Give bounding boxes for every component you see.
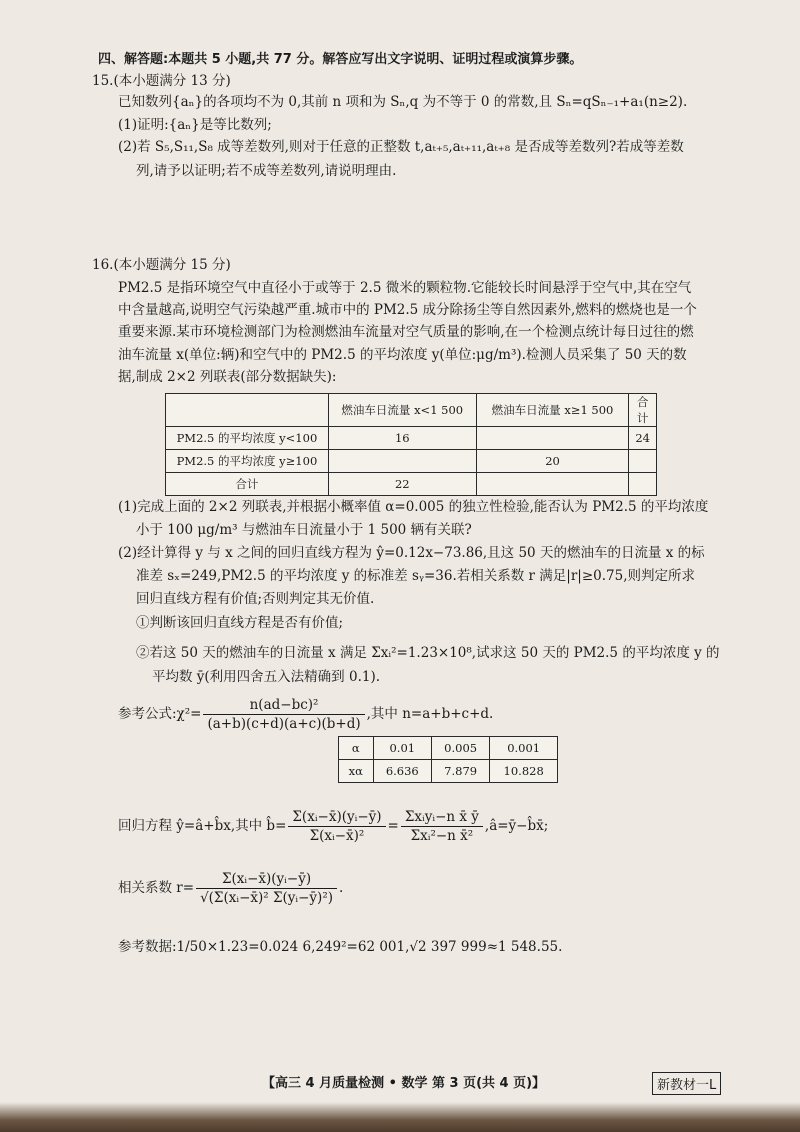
table-cell <box>166 394 329 427</box>
fraction <box>203 696 364 733</box>
table-cell: 燃油车日流量 x<1 500 <box>328 394 476 427</box>
denominator: Σxᵢ²−n x̄² <box>410 828 474 844</box>
q16-para-line: PM2.5 是指环境空气中直径小于或等于 2.5 微米的颗粒物.它能较长时间悬浮于空气中,其在空气 <box>118 280 692 296</box>
formula-label: 相关系数 r= <box>118 880 195 896</box>
table-cell: 20 <box>476 450 629 473</box>
regression-formula <box>118 808 548 845</box>
q15-part2-line2: 列,请予以证明;若不成等差数列,请说明理由. <box>136 163 397 179</box>
numerator: Σ(xᵢ−x̄)(yᵢ−ȳ) <box>288 808 385 827</box>
q15-part2-line1: (2)若 S₅,S₁₁,S₈ 成等差数列,则对于任意的正整数 t,aₜ₊₅,aₜ₊₁₁,aₜ₊₈ 是否成等差数列?若成等差数 <box>118 139 684 155</box>
table-cell <box>629 473 657 496</box>
q15-part1: (1)证明:{aₙ}是等比数列; <box>118 117 272 133</box>
fraction <box>288 808 385 845</box>
q16-part1-line2: 小于 100 μg/m³ 与燃油车日流量小于 1 500 辆有关联? <box>136 522 472 538</box>
correlation-formula <box>118 870 343 907</box>
table-row <box>166 450 657 473</box>
q15-header: 15.(本小题满分 13 分) <box>92 73 231 89</box>
q16-para-line: 油车流量 x(单位:辆)和空气中的 PM2.5 的平均浓度 y(单位:μg/m³).检测人员采集了 50 天的数 <box>118 347 687 363</box>
q16-part2-line2: 准差 sₓ=249,PM2.5 的平均浓度 y 的标准差 sᵧ=36.若相关系数 r 满足|r|≥0.75,则判定所求 <box>136 568 696 584</box>
table-cell: 7.879 <box>431 760 489 783</box>
table-cell: 24 <box>629 427 657 450</box>
critical-value-table <box>338 736 558 783</box>
q16-para-line: 中含量越高,说明空气污染越严重.城市中的 PM2.5 成分除扬尘等自然因素外,燃料的燃烧也是一个 <box>118 302 697 318</box>
q16-header: 16.(本小题满分 15 分) <box>92 257 231 273</box>
q16-para-line: 重要来源.某市环境检测部门为检测燃油车流量对空气质量的影响,在一个检测点统计每日过往的燃 <box>118 324 694 340</box>
table-row <box>339 760 558 783</box>
edition-badge: 新教材一L <box>652 1072 721 1095</box>
fraction <box>401 808 483 845</box>
chi-square-formula <box>118 696 493 733</box>
q16-part2-line3: 回归直线方程有价值;否则判定其无价值. <box>136 591 375 607</box>
table-row <box>339 737 558 760</box>
denominator: Σ(xᵢ−x̄)² <box>309 828 365 844</box>
equals-sign: = <box>387 818 399 834</box>
reference-data: 参考数据:1/50×1.23=0.024 6,249²=62 001,√2 397 999≈1 548.55. <box>118 939 563 955</box>
page-edge-shadow <box>0 1102 800 1132</box>
formula-tail: ,其中 n=a+b+c+d. <box>366 706 494 722</box>
page-footer: 【高三 4 月质量检测 • 数学 第 3 页(共 4 页)】 <box>262 1076 546 1091</box>
table-cell: 合计 <box>629 394 657 427</box>
table-cell <box>629 450 657 473</box>
numerator: Σ(xᵢ−x̄)(yᵢ−ȳ) <box>196 870 337 889</box>
table-cell: 22 <box>328 473 476 496</box>
denominator: (a+b)(c+d)(a+c)(b+d) <box>207 716 361 732</box>
table-cell: xα <box>339 760 374 783</box>
table-cell <box>476 473 629 496</box>
table-cell: α <box>339 737 374 760</box>
q16-sub2-line1: ②若这 50 天的燃油车的日流量 x 满足 Σxᵢ²=1.23×10⁸,试求这 50 天的 PM2.5 的平均浓度 y 的 <box>136 645 720 661</box>
q16-sub2-line2: 平均数 ȳ(利用四舍五入法精确到 0.1). <box>152 669 381 685</box>
numerator: n(ad−bc)² <box>203 696 364 715</box>
numerator: Σxᵢyᵢ−n x̄ ȳ <box>401 808 483 827</box>
table-cell: 6.636 <box>373 760 431 783</box>
q16-para-line: 据,制成 2×2 列联表(部分数据缺失): <box>118 369 337 385</box>
table-cell: 合计 <box>166 473 329 496</box>
formula-tail: . <box>339 880 344 896</box>
table-cell: 燃油车日流量 x≥1 500 <box>476 394 629 427</box>
formula-label: 参考公式:χ²= <box>118 706 202 722</box>
table-cell: 16 <box>328 427 476 450</box>
table-cell: PM2.5 的平均浓度 y<100 <box>166 427 329 450</box>
denominator: √(Σ(xᵢ−x̄)² Σ(yᵢ−ȳ)²) <box>200 890 334 906</box>
q16-sub1: ①判断该回归直线方程是否有价值; <box>136 615 344 631</box>
table-cell: 0.001 <box>490 737 558 760</box>
table-cell: 0.005 <box>431 737 489 760</box>
fraction <box>196 870 337 907</box>
table-cell <box>476 427 629 450</box>
table-row <box>166 473 657 496</box>
table-cell: PM2.5 的平均浓度 y≥100 <box>166 450 329 473</box>
table-cell: 0.01 <box>373 737 431 760</box>
contingency-table <box>165 393 657 496</box>
table-row <box>166 427 657 450</box>
formula-label: 回归方程 ŷ=â+b̂x,其中 b̂= <box>118 818 287 834</box>
section-heading: 四、解答题:本题共 5 小题,共 77 分。解答应写出文字说明、证明过程或演算步骤。 <box>98 52 583 67</box>
table-row <box>166 394 657 427</box>
q15-stem: 已知数列{aₙ}的各项均不为 0,其前 n 项和为 Sₙ,q 为不等于 0 的常数,且 Sₙ=qSₙ₋₁+a₁(n≥2). <box>118 94 688 110</box>
table-cell: 10.828 <box>490 760 558 783</box>
table-cell <box>328 450 476 473</box>
q16-part2-line1: (2)经计算得 y 与 x 之间的回归直线方程为 ŷ=0.12x−73.86,且这 50 天的燃油车的日流量 x 的标 <box>118 545 705 561</box>
q16-part1-line1: (1)完成上面的 2×2 列联表,并根据小概率值 α=0.005 的独立性检验,能否认为 PM2.5 的平均浓度 <box>118 499 709 515</box>
formula-tail: ,â=ȳ−b̂x̄; <box>484 818 549 834</box>
